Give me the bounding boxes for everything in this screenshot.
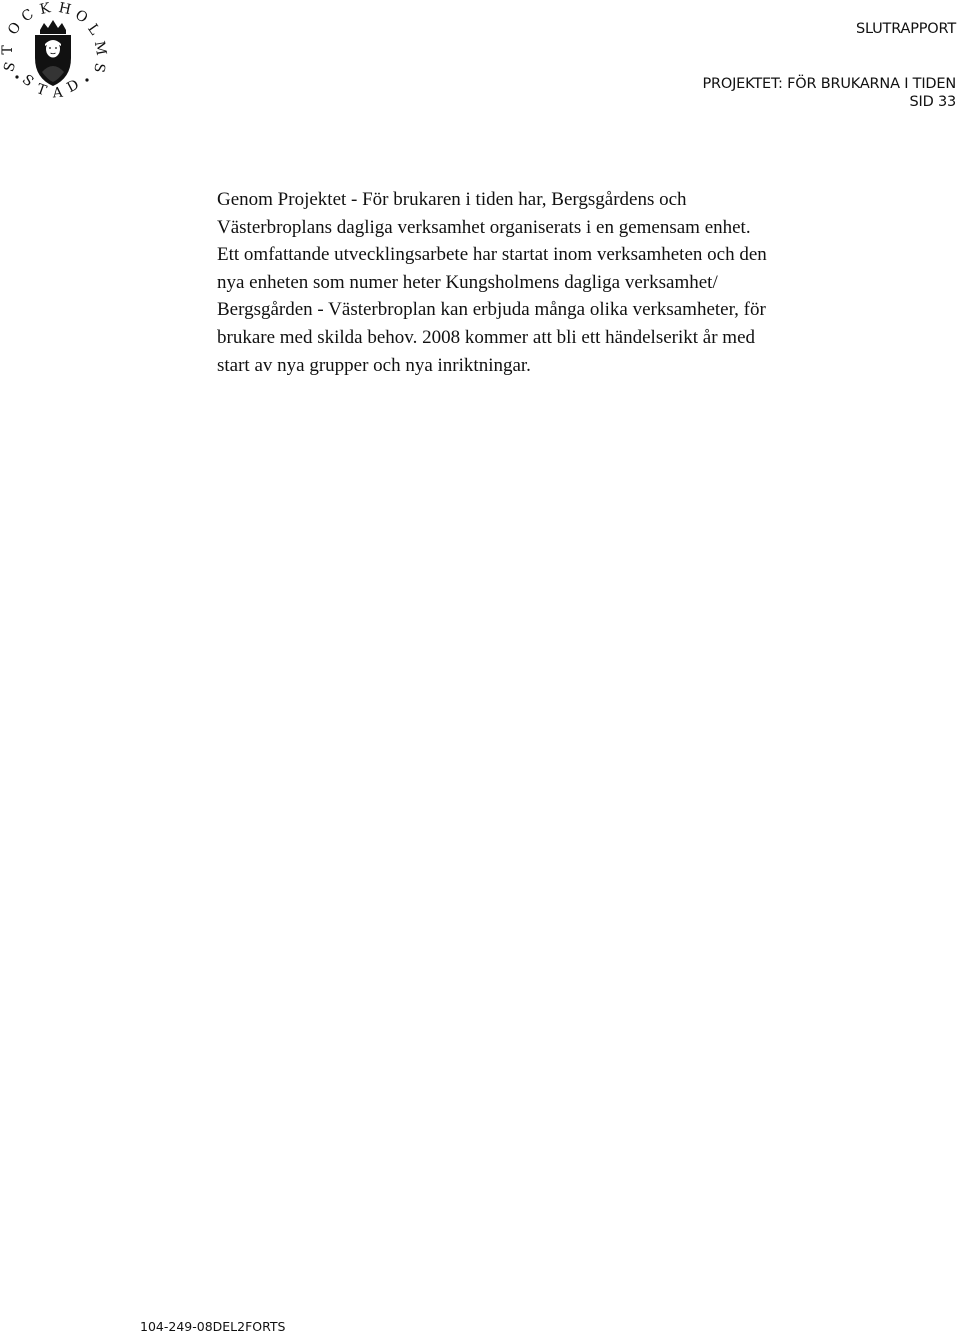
body-line: Genom Projektet - För brukaren i tiden har, Bergsgårdens och [217, 189, 687, 210]
body-line: Bergsgården - Västerbroplan kan erbjuda många olika verksamheter, för [217, 299, 766, 321]
seal-letter: M [90, 39, 110, 57]
seal-letter: D [64, 76, 82, 97]
document-code: 104-249-08DEL2FORTS [140, 1319, 286, 1334]
body-line: nya enheten som numer heter Kungsholmens dagliga verksamhet/ [217, 271, 718, 293]
body-paragraph [217, 186, 917, 379]
seal-letter: L [84, 21, 103, 39]
seal-letter: S [1, 60, 20, 74]
project-name: PROJEKTET: FÖR BRUKARNA I TIDEN [702, 76, 956, 92]
seal-letter: H [57, 0, 73, 19]
seal-letter: T [34, 81, 49, 100]
body-line: brukare med skilda behov. 2008 kommer att bli ett händelserikt år med [217, 326, 756, 348]
seal-letter: K [38, 0, 52, 19]
seal-letter: S [18, 71, 37, 91]
seal-letter: O [72, 6, 91, 27]
page-number: SID 33 [909, 94, 956, 110]
seal-letter: T [0, 45, 16, 55]
seal-letter: O [4, 19, 25, 38]
seal-letter: S [90, 61, 108, 74]
body-line: Ett omfattande utvecklingsarbete har startat inom verksamheten och den [217, 244, 767, 266]
body-line: Västerbroplans dagliga verksamhet organiserats i en gemensam enhet. [217, 216, 751, 238]
city-seal-icon [0, 0, 110, 104]
stockholms-stad-logo [0, 0, 110, 104]
body-line: start av nya grupper och nya inriktningar. [217, 354, 531, 376]
seal-letter: C [18, 6, 37, 26]
seal-letter: A [51, 84, 64, 102]
report-title: SLUTRAPPORT [855, 21, 956, 37]
